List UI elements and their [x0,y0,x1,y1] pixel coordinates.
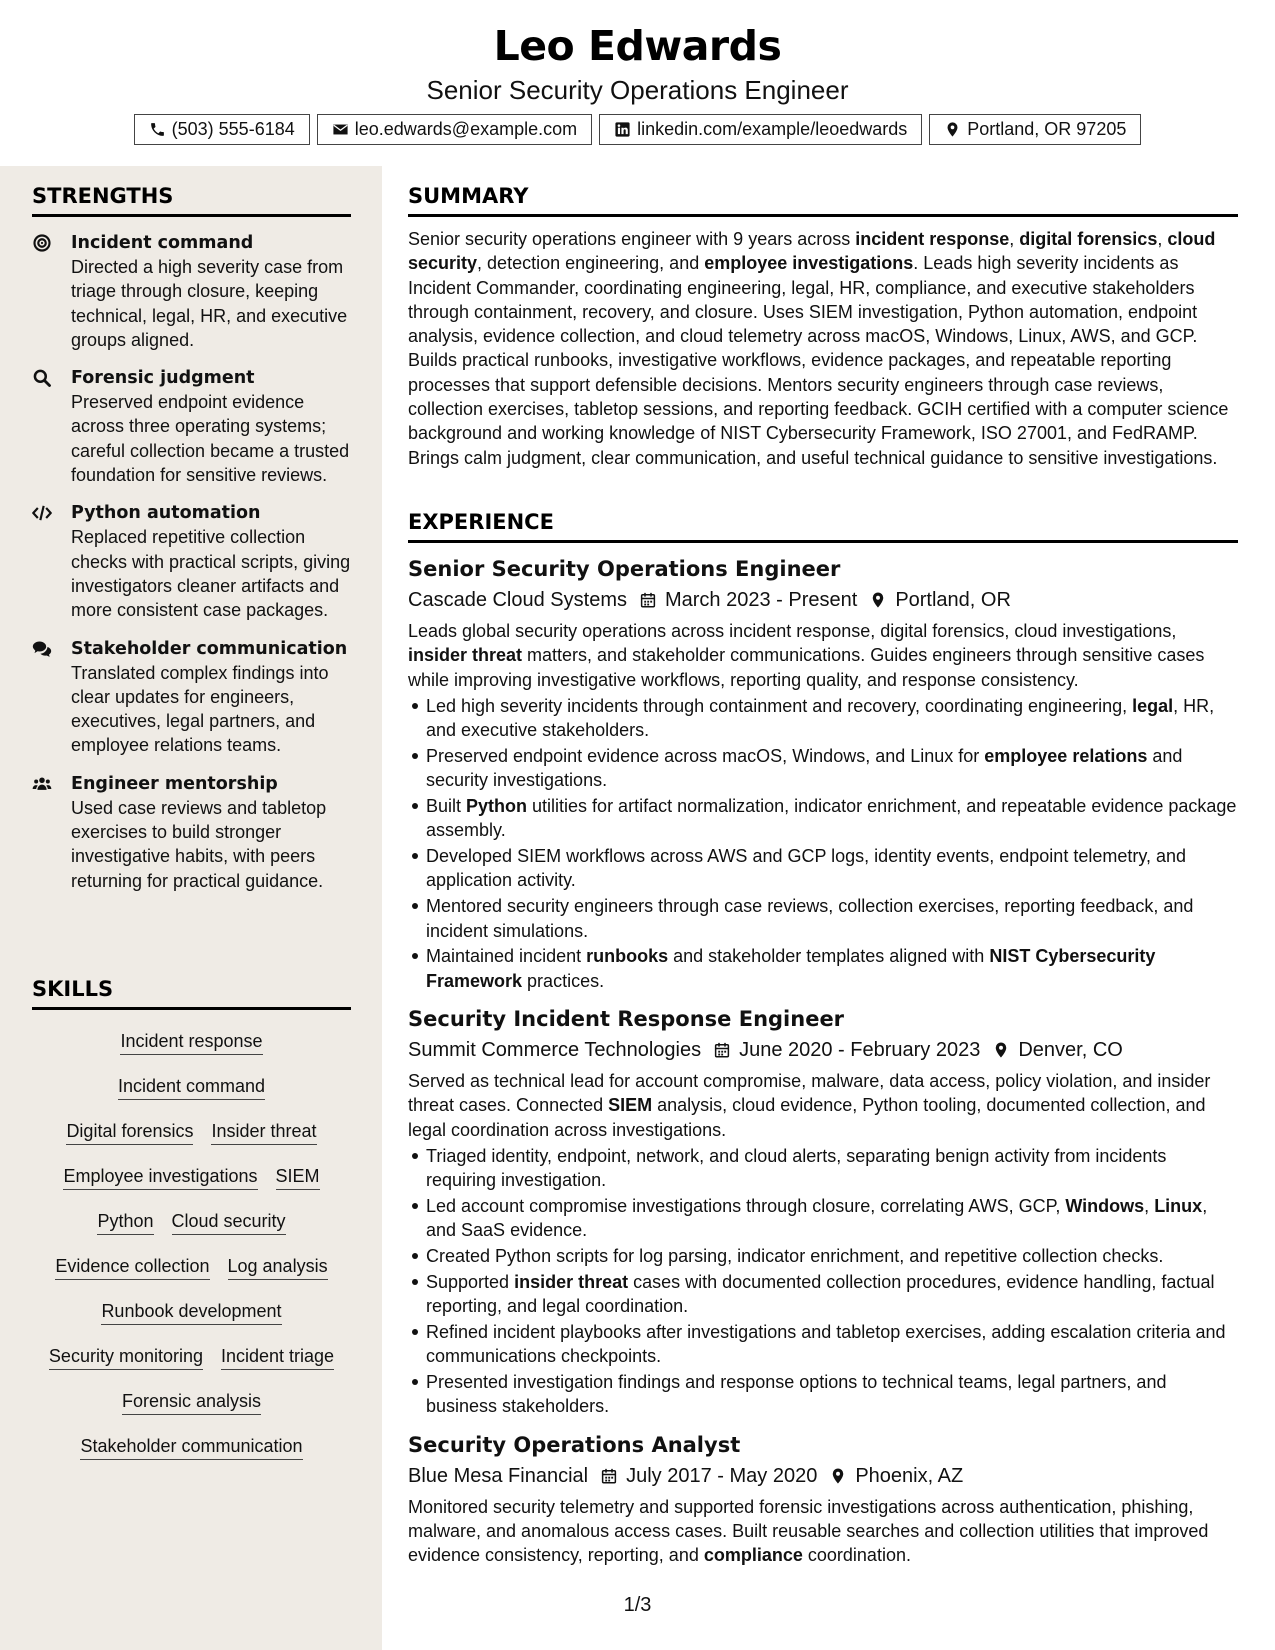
job-bullet: Preserved endpoint evidence across macOS, Windows, and Linux for employee relations and security investigations. [408,744,1238,793]
skill-row [32,1020,351,1065]
skill-row [32,1335,351,1380]
strength-body [71,501,351,622]
job-bullets [408,694,1238,993]
job-location: Portland, OR [895,589,1011,611]
summary-text: Senior security operations engineer with 9 years across incident response, digital forensics, cloud security, detection engineering, and employee investigations. Leads high severity incidents as Incident Commander, coordinating engineering, legal, HR, compliance, and executive stakeholders through containment, recovery, and closure. Uses SIEM investigation, Python automation, endpoint analysis, evidence collection, and cloud telemetry across macOS, Windows, Linux, AWS, and GCP. Builds practical runbooks, investigative workflows, evidence packages, and repeatable reporting processes that support defensible decisions. Mentors security engineers through case reviews, collection exercises, tabletop sessions, and reporting feedback. GCIH certified with a computer science background and working knowledge of NIST Cybersecurity Framework, ISO 27001, and FedRAMP. Brings calm judgment, clear communication, and useful technical guidance to sensitive investigations. [408,229,1229,468]
people-group-icon [32,772,56,893]
contact-text: linkedin.com/example/leoedwards [637,119,908,139]
page-number: 1/3 [623,1594,652,1616]
target-icon [32,231,56,352]
job-title: Security Incident Response Engineer [408,1006,845,1031]
resume-header [0,0,1275,166]
skill-tag: Log analysis [228,1255,328,1280]
job-bullet: Maintained incident runbooks and stakeholder templates aligned with NIST Cybersecurity Framework practices. [408,944,1238,993]
skills-heading: SKILLS [32,977,351,1010]
skill-row [32,1425,351,1470]
job-bullet: Refined incident playbooks after investigations and tabletop exercises, adding escalation criteria and communications checkpoints. [408,1320,1238,1369]
job-location: Denver, CO [1018,1038,1123,1061]
phone-icon [149,121,166,138]
job-title: Senior Security Operations Engineer [408,557,841,581]
map-pin-icon [944,121,961,138]
skill-tag: Stakeholder communication [80,1435,302,1460]
experience-section [408,510,1238,1568]
job-meta [408,1035,1238,1065]
skill-tag: Evidence collection [55,1255,209,1280]
strength-body [71,366,351,487]
calendar-icon [600,1467,618,1485]
strength-desc: Translated complex findings into clear updates for engineers, executives, legal partners, and employee relations teams. [71,662,329,756]
strength-desc: Preserved endpoint evidence across three operating systems; careful collection became a trusted foundation for sensitive reviews. [71,392,350,486]
linkedin-icon [614,121,631,138]
skills-section [32,977,351,1470]
job-bullet: Led high severity incidents through containment and recovery, coordinating engineering, legal, HR, and executive stakeholders. [408,694,1238,743]
job-entry [408,1431,1238,1568]
candidate-name: Leo Edwards [493,22,782,70]
skill-row [32,1245,351,1290]
map-pin-icon [829,1467,847,1485]
contact-text: Portland, OR 97205 [967,119,1127,139]
job-entry [408,555,1238,993]
job-company: Cascade Cloud Systems [408,589,627,611]
strength-title: Python automation [71,503,261,524]
skill-row [32,1200,351,1245]
contact-item[interactable] [317,114,592,145]
skill-row [32,1380,351,1425]
strength-body [71,637,351,758]
job-location: Phoenix, AZ [855,1464,964,1487]
job-bullet: Created Python scripts for log parsing, indicator enrichment, and repetitive collection checks. [408,1244,1238,1268]
skill-row [32,1290,351,1335]
envelope-icon [332,121,349,138]
skills-list [32,1020,351,1470]
skill-tag: Runbook development [101,1300,281,1325]
chat-bubbles-icon [32,637,56,758]
skill-tag: Python [97,1210,153,1235]
strength-body [71,231,351,352]
job-title: Security Operations Analyst [408,1432,741,1457]
skill-row [32,1065,351,1110]
job-bullet: Built Python utilities for artifact normalization, indicator enrichment, and repeatable evidence package assembly. [408,794,1238,843]
strength-desc: Replaced repetitive collection checks with practical scripts, giving investigators cleaner artifacts and more consistent case packages. [71,527,351,621]
summary-section [408,184,1238,470]
contact-text: (503) 555-6184 [171,119,295,139]
strength-title: Forensic judgment [71,368,255,389]
summary-heading: SUMMARY [408,184,1238,217]
strength-item [32,366,351,487]
map-pin-icon [992,1041,1010,1059]
strength-item [32,637,351,758]
skill-tag: Digital forensics [66,1120,193,1145]
strength-title: Stakeholder communication [71,638,348,659]
code-icon [32,501,56,622]
job-bullet: Supported insider threat cases with documented collection procedures, evidence handling, factual reporting, and legal coordination. [408,1270,1238,1319]
skill-row [32,1110,351,1155]
job-meta [408,1461,1238,1491]
job-company: Summit Commerce Technologies [408,1038,702,1061]
job-bullet: Mentored security engineers through case reviews, collection exercises, reporting feedback, and incident simulations. [408,894,1238,943]
strengths-list [32,231,351,893]
contact-item[interactable] [134,114,310,145]
strength-item [32,772,351,893]
skill-tag: Cloud security [172,1210,286,1235]
experience-heading: EXPERIENCE [408,510,1238,543]
job-entry [408,1005,1238,1419]
strength-item [32,501,351,622]
skill-row [32,1155,351,1200]
calendar-icon [713,1041,731,1059]
sidebar [0,166,382,1650]
strength-desc: Directed a high severity case from triage through closure, keeping technical, legal, HR, and executive groups aligned. [71,257,348,350]
job-description: Served as technical lead for account compromise, malware, data access, policy violation, and insider threat cases. Connected SIEM analysis, cloud evidence, Python tooling, documented collection, and legal coordination across investigations. [408,1070,1211,1140]
job-dates: June 2020 - February 2023 [739,1038,981,1061]
main-content [382,166,1275,1650]
strength-item [32,231,351,352]
skill-tag: Forensic analysis [122,1390,261,1415]
skill-tag: Employee investigations [63,1165,257,1190]
strength-title: Engineer mentorship [71,773,278,794]
job-dates: March 2023 - Present [664,589,858,611]
job-description: Leads global security operations across incident response, digital forensics, cloud investigations, insider threat matters, and stakeholder communications. Guides engineers through sensitive cases while improving investigative workflows, reporting quality, and response consistency. [408,621,1205,690]
map-pin-icon [869,591,887,609]
job-dates: July 2017 - May 2020 [626,1464,818,1487]
skill-tag: Incident command [118,1075,265,1100]
contact-text: leo.edwards@example.com [354,119,578,139]
contact-bar [0,114,1275,145]
strengths-heading: STRENGTHS [32,184,351,217]
jobs-list [408,555,1238,1568]
skill-tag: Insider threat [211,1120,316,1145]
job-description: Monitored security telemetry and supported forensic investigations across authentication, phishing, malware, and anomalous access cases. Built reusable searches and collection utilities that improved evidence consistency, reporting, and compliance coordination. [408,1496,1209,1566]
skill-tag: SIEM [276,1165,320,1190]
strengths-section [32,184,351,893]
skill-tag: Incident triage [221,1345,334,1370]
skill-tag: Incident response [120,1030,262,1055]
job-meta [408,585,1238,615]
job-bullet: Developed SIEM workflows across AWS and GCP logs, identity events, endpoint telemetry, and application activity. [408,844,1238,893]
candidate-title: Senior Security Operations Engineer [426,75,849,105]
contact-item[interactable] [599,114,922,145]
contact-item[interactable] [929,114,1141,145]
job-company: Blue Mesa Financial [408,1464,589,1487]
strength-desc: Used case reviews and tabletop exercises to build stronger investigative habits, with peers returning for practical guidance. [71,797,327,891]
job-bullet: Led account compromise investigations through closure, correlating AWS, GCP, Windows, Linux, and SaaS evidence. [408,1194,1238,1243]
strength-title: Incident command [71,233,254,253]
skill-tag: Security monitoring [49,1345,203,1370]
job-bullet: Presented investigation findings and response options to technical teams, legal partners, and business stakeholders. [408,1370,1238,1419]
job-bullets [408,1144,1238,1419]
magnifier-icon [32,366,56,487]
strength-body [71,772,351,893]
job-bullet: Triaged identity, endpoint, network, and cloud alerts, separating benign activity from incidents requiring investigation. [408,1144,1238,1193]
calendar-icon [639,591,657,609]
